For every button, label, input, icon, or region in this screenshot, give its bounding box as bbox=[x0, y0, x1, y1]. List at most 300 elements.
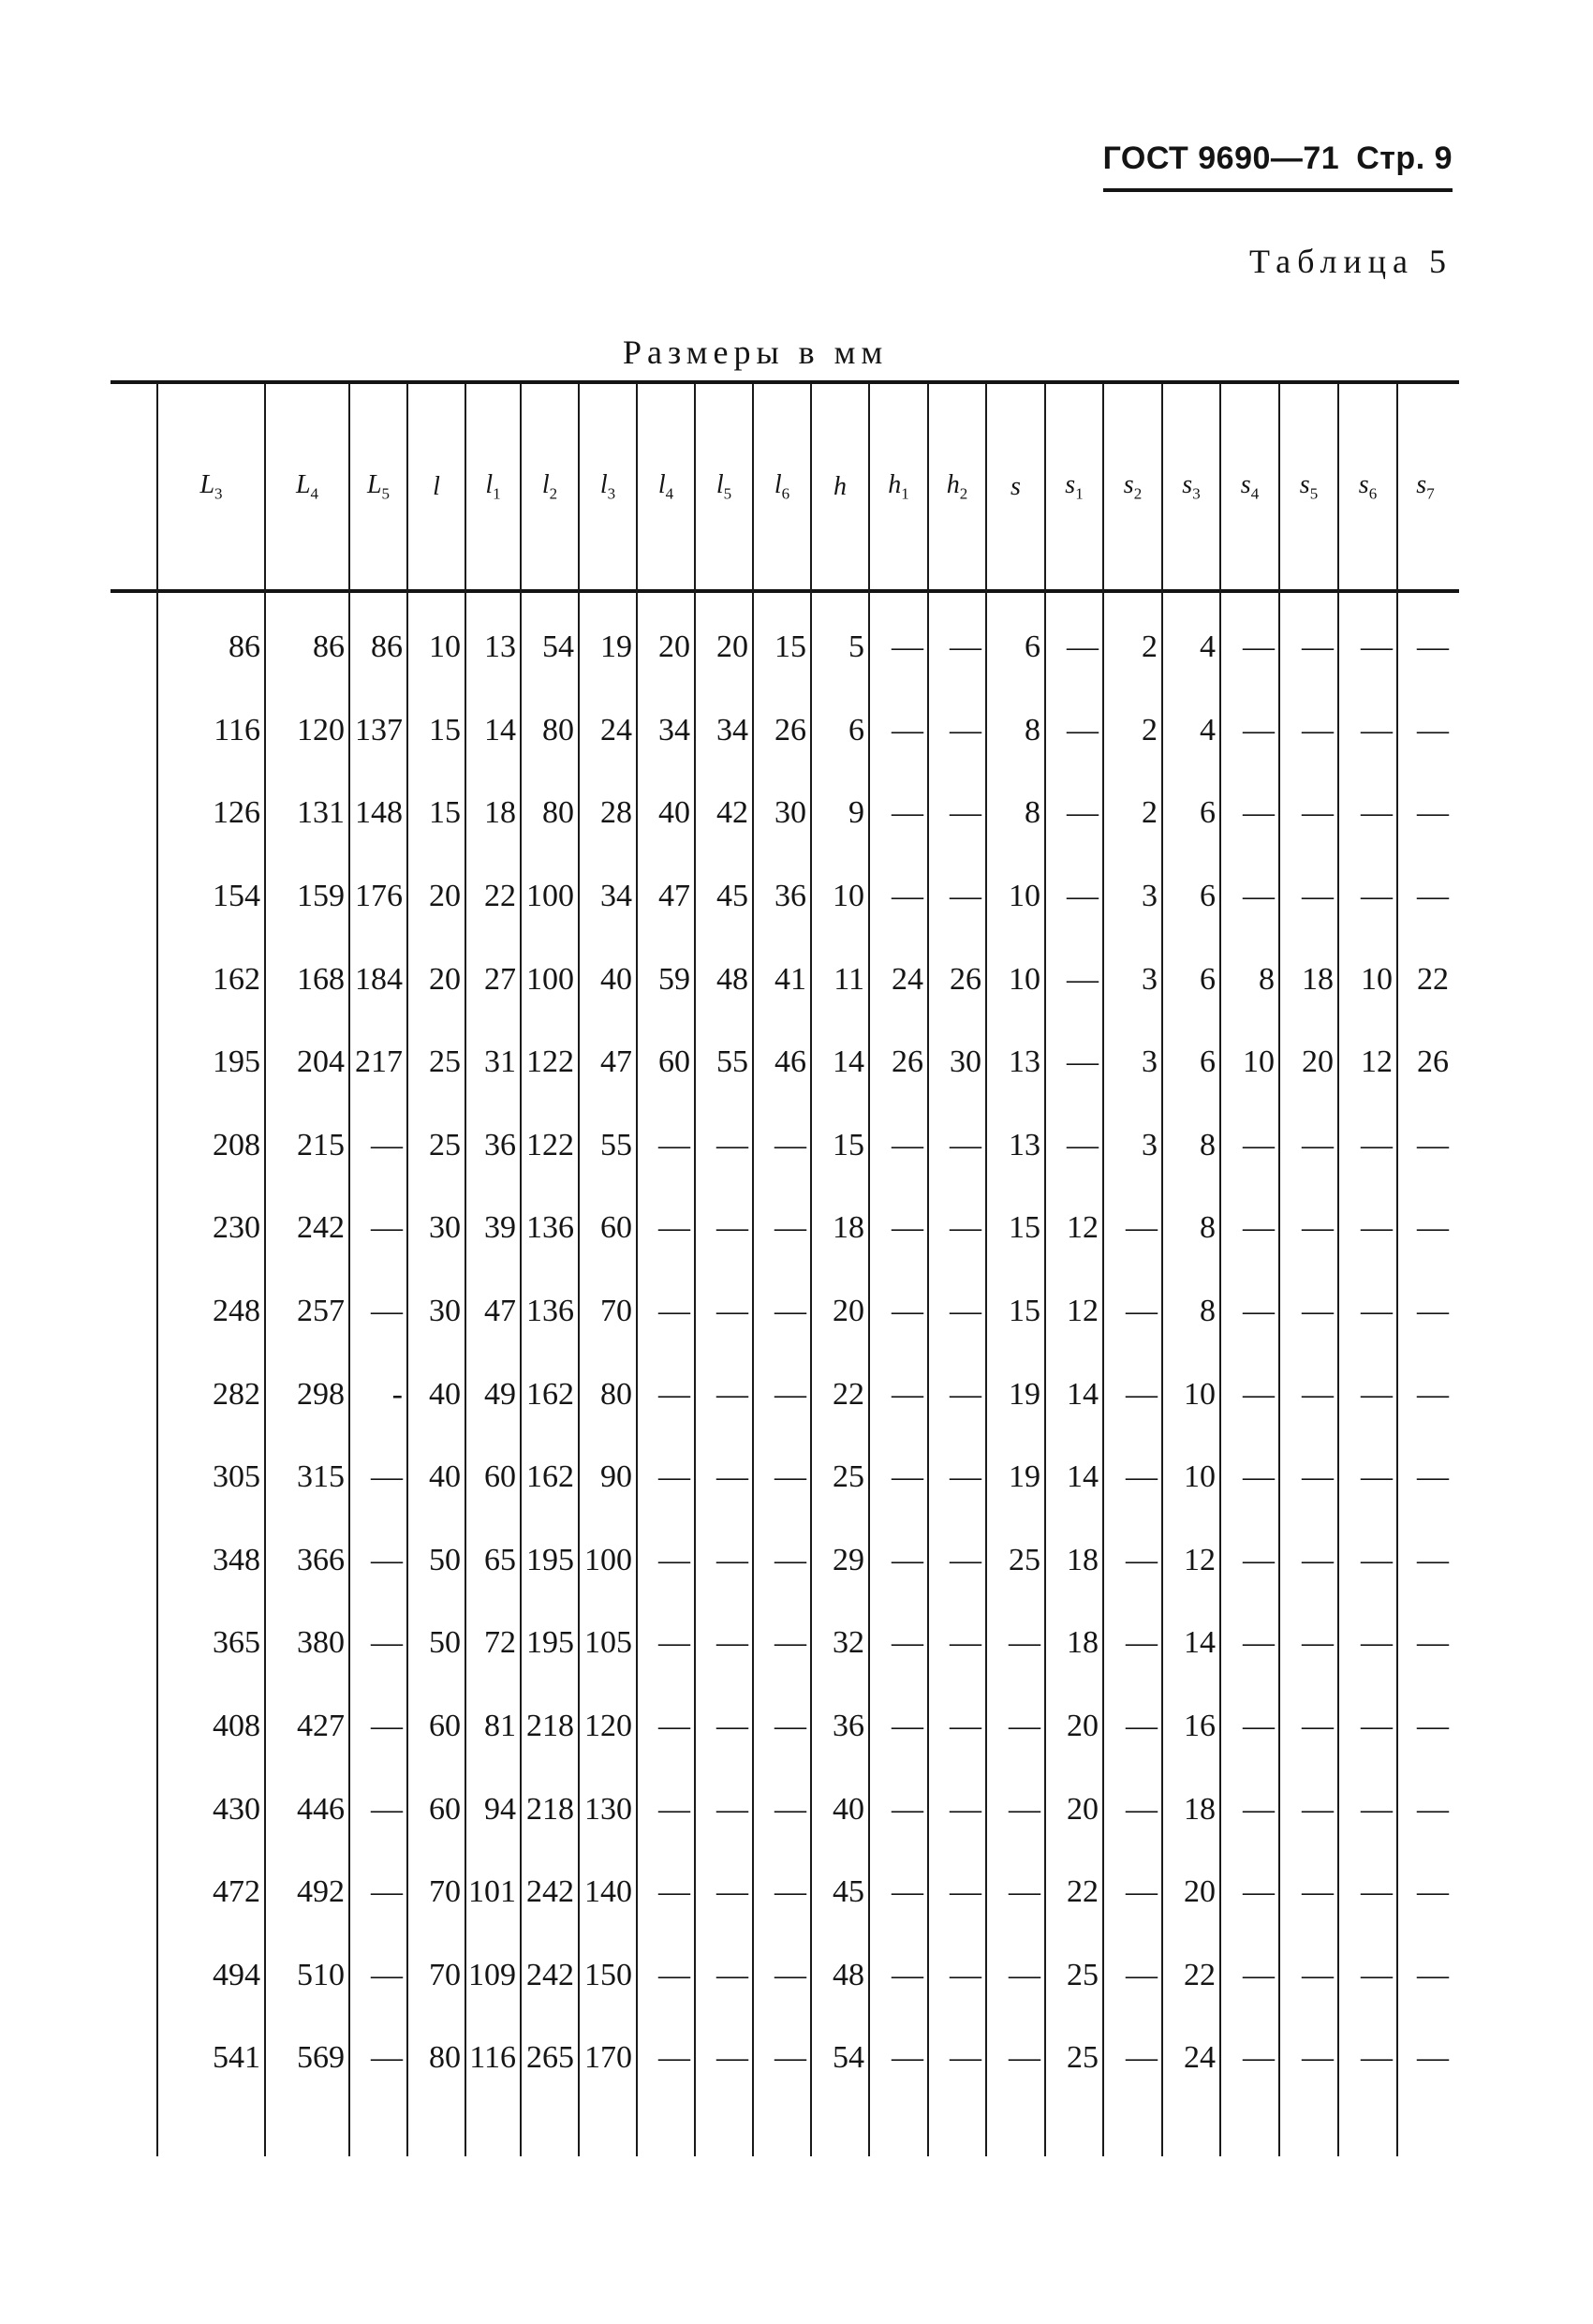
table-cell: — bbox=[637, 1270, 695, 1354]
table-row bbox=[111, 1021, 1453, 1104]
column-subscript: 5 bbox=[381, 484, 391, 503]
table-cell: 34 bbox=[695, 689, 753, 773]
table-cell: — bbox=[1279, 2017, 1338, 2100]
table-cell: 59 bbox=[637, 938, 695, 1021]
table-cell: — bbox=[753, 1602, 811, 1685]
column-header bbox=[695, 384, 753, 589]
table-cell: — bbox=[1045, 1104, 1103, 1188]
table-cell: 20 bbox=[407, 855, 465, 939]
table-cell: 14 bbox=[465, 689, 521, 773]
table-cell: — bbox=[349, 1851, 407, 1934]
column-symbol: l bbox=[541, 469, 550, 499]
column-symbol: s bbox=[1240, 469, 1251, 499]
margin-spacer bbox=[111, 1934, 157, 2018]
table-cell: — bbox=[349, 1104, 407, 1188]
table-cell: 30 bbox=[407, 1270, 465, 1354]
table-cell: — bbox=[349, 1187, 407, 1270]
table-cell: — bbox=[1103, 1353, 1162, 1436]
table-cell: 15 bbox=[986, 1270, 1045, 1354]
margin-spacer bbox=[111, 772, 157, 855]
table-cell: — bbox=[1220, 2017, 1279, 2100]
table-cell: 14 bbox=[1045, 1353, 1103, 1436]
column-subscript: 2 bbox=[1133, 484, 1143, 503]
table-cell: — bbox=[928, 689, 986, 773]
column-symbol: s bbox=[1358, 469, 1369, 499]
table-cell: — bbox=[349, 1436, 407, 1519]
table-cell: 140 bbox=[579, 1851, 637, 1934]
gap-cell bbox=[579, 589, 637, 606]
table-cell: 154 bbox=[157, 855, 265, 939]
table-cell: 55 bbox=[695, 1021, 753, 1104]
table-cell: 25 bbox=[986, 1519, 1045, 1603]
table-cell: 446 bbox=[265, 1768, 349, 1851]
table-cell: — bbox=[1338, 1602, 1397, 1685]
table-cell: — bbox=[695, 1934, 753, 2018]
table-cell: — bbox=[349, 2017, 407, 2100]
table-cell: — bbox=[753, 1685, 811, 1769]
table-cell: — bbox=[928, 1353, 986, 1436]
table-cell: 72 bbox=[465, 1602, 521, 1685]
table-cell: — bbox=[1279, 1934, 1338, 2018]
table-cell: — bbox=[1279, 689, 1338, 773]
table-cell: 20 bbox=[1045, 1685, 1103, 1769]
column-symbol: L bbox=[366, 469, 382, 499]
table-cell: 34 bbox=[579, 855, 637, 939]
table-cell: 20 bbox=[1279, 1021, 1338, 1104]
table-cell: 25 bbox=[1045, 1934, 1103, 2018]
margin-spacer bbox=[111, 938, 157, 1021]
table-cell: 30 bbox=[753, 772, 811, 855]
table-cell: — bbox=[1220, 1768, 1279, 1851]
table-cell: — bbox=[928, 1270, 986, 1354]
tail-cell bbox=[637, 2100, 695, 2156]
table-cell: 24 bbox=[1162, 2017, 1220, 2100]
table-cell: 24 bbox=[579, 689, 637, 773]
tail-cell bbox=[349, 2100, 407, 2156]
table-cell: 3 bbox=[1103, 1104, 1162, 1188]
table-cell: 305 bbox=[157, 1436, 265, 1519]
table-cell: 10 bbox=[1220, 1021, 1279, 1104]
table-cell: 184 bbox=[349, 938, 407, 1021]
table-cell: — bbox=[928, 1851, 986, 1934]
table-cell: 18 bbox=[811, 1187, 869, 1270]
table-cell: 18 bbox=[1162, 1768, 1220, 1851]
table-cell: — bbox=[1397, 689, 1453, 773]
gap-cell bbox=[265, 589, 349, 606]
margin-spacer bbox=[111, 1519, 157, 1603]
table-cell: 366 bbox=[265, 1519, 349, 1603]
table-cell: 6 bbox=[1162, 1021, 1220, 1104]
table-cell: 20 bbox=[695, 606, 753, 689]
table-cell: — bbox=[1103, 1851, 1162, 1934]
table-cell: 60 bbox=[579, 1187, 637, 1270]
table-cell: — bbox=[928, 2017, 986, 2100]
table-cell: — bbox=[753, 1436, 811, 1519]
column-header bbox=[637, 384, 695, 589]
table-cell: 22 bbox=[1397, 938, 1453, 1021]
table-row bbox=[111, 772, 1453, 855]
table-cell: — bbox=[1338, 1187, 1397, 1270]
table-cell: 265 bbox=[521, 2017, 579, 2100]
table-cell: 29 bbox=[811, 1519, 869, 1603]
table-cell: 569 bbox=[265, 2017, 349, 2100]
tail-cell bbox=[1338, 2100, 1397, 2156]
table-row bbox=[111, 938, 1453, 1021]
gap-cell bbox=[986, 589, 1045, 606]
table-cell: 8 bbox=[986, 772, 1045, 855]
table-cell: 3 bbox=[1103, 938, 1162, 1021]
table-cell: 2 bbox=[1103, 606, 1162, 689]
tail-cell bbox=[1220, 2100, 1279, 2156]
margin-spacer bbox=[111, 1353, 157, 1436]
table-cell: — bbox=[1103, 1768, 1162, 1851]
margin-spacer bbox=[111, 1602, 157, 1685]
tail-cell bbox=[1397, 2100, 1453, 2156]
gap-cell bbox=[1279, 589, 1338, 606]
table-cell: 36 bbox=[753, 855, 811, 939]
table-cell: — bbox=[637, 1851, 695, 1934]
table-cell: — bbox=[1103, 1685, 1162, 1769]
table-cell: 47 bbox=[637, 855, 695, 939]
tail-cell bbox=[928, 2100, 986, 2156]
table-cell: 2 bbox=[1103, 772, 1162, 855]
table-row bbox=[111, 689, 1453, 773]
table-cell: 150 bbox=[579, 1934, 637, 2018]
table-cell: 40 bbox=[637, 772, 695, 855]
table-cell: — bbox=[695, 1436, 753, 1519]
margin-spacer bbox=[111, 1768, 157, 1851]
table-cell: 208 bbox=[157, 1104, 265, 1188]
table-cell: — bbox=[1279, 606, 1338, 689]
table-cell: — bbox=[349, 1270, 407, 1354]
table-row bbox=[111, 1353, 1453, 1436]
table-cell: — bbox=[1397, 606, 1453, 689]
column-symbol: l bbox=[485, 469, 494, 499]
table-cell: 47 bbox=[579, 1021, 637, 1104]
table-cell: — bbox=[869, 1270, 928, 1354]
table-cell: 6 bbox=[1162, 855, 1220, 939]
table-cell: 6 bbox=[811, 689, 869, 773]
table-row bbox=[111, 1934, 1453, 2018]
table-cell: — bbox=[1220, 1685, 1279, 1769]
table-cell: — bbox=[1338, 2017, 1397, 2100]
column-header bbox=[1338, 384, 1397, 589]
table-cell: — bbox=[869, 689, 928, 773]
column-header bbox=[579, 384, 637, 589]
table-cell: 20 bbox=[637, 606, 695, 689]
table-cell: 492 bbox=[265, 1851, 349, 1934]
table-cell: 41 bbox=[753, 938, 811, 1021]
table-cell: 120 bbox=[265, 689, 349, 773]
table-cell: 242 bbox=[265, 1187, 349, 1270]
table-cell: — bbox=[1279, 1187, 1338, 1270]
table-cell: - bbox=[349, 1353, 407, 1436]
table-cell: 20 bbox=[407, 938, 465, 1021]
column-symbol: l bbox=[715, 469, 724, 499]
table-cell: 510 bbox=[265, 1934, 349, 2018]
table-gap-row bbox=[111, 589, 1453, 606]
table-cell: — bbox=[928, 1602, 986, 1685]
margin-spacer bbox=[111, 384, 157, 589]
table-cell: 195 bbox=[521, 1519, 579, 1603]
table-cell: 137 bbox=[349, 689, 407, 773]
table-cell: 195 bbox=[521, 1602, 579, 1685]
table-cell: 81 bbox=[465, 1685, 521, 1769]
table-cell: 109 bbox=[465, 1934, 521, 2018]
table-cell: — bbox=[637, 1519, 695, 1603]
column-header bbox=[465, 384, 521, 589]
table-cell: — bbox=[1338, 1768, 1397, 1851]
table-cell: 3 bbox=[1103, 1021, 1162, 1104]
table-cell: — bbox=[1220, 1519, 1279, 1603]
column-header bbox=[1103, 384, 1162, 589]
margin-spacer bbox=[111, 1436, 157, 1519]
gap-cell bbox=[928, 589, 986, 606]
gap-cell bbox=[811, 589, 869, 606]
table-cell: 14 bbox=[1045, 1436, 1103, 1519]
table-cell: 54 bbox=[521, 606, 579, 689]
column-symbol: L bbox=[199, 469, 215, 499]
tail-cell bbox=[695, 2100, 753, 2156]
gap-cell bbox=[753, 589, 811, 606]
column-symbol: s bbox=[1010, 471, 1021, 501]
table-cell: 26 bbox=[1397, 1021, 1453, 1104]
table-cell: — bbox=[695, 1602, 753, 1685]
margin-spacer bbox=[111, 2017, 157, 2100]
gap-cell bbox=[1103, 589, 1162, 606]
table-cell: — bbox=[637, 1602, 695, 1685]
table-cell: — bbox=[928, 1934, 986, 2018]
table-cell: 22 bbox=[465, 855, 521, 939]
gap-cell bbox=[1162, 589, 1220, 606]
page-header bbox=[1103, 141, 1453, 192]
table-cell: 176 bbox=[349, 855, 407, 939]
table-cell: 90 bbox=[579, 1436, 637, 1519]
table-cell: 282 bbox=[157, 1353, 265, 1436]
table-cell: 80 bbox=[521, 689, 579, 773]
table-cell: — bbox=[1397, 1602, 1453, 1685]
column-subscript: 4 bbox=[665, 484, 674, 503]
table-cell: 365 bbox=[157, 1602, 265, 1685]
table-cell: — bbox=[753, 1187, 811, 1270]
table-cell: — bbox=[869, 1851, 928, 1934]
table-tail-row bbox=[111, 2100, 1453, 2156]
gap-cell bbox=[521, 589, 579, 606]
table-cell: 18 bbox=[1279, 938, 1338, 1021]
table-cell: 14 bbox=[811, 1021, 869, 1104]
column-symbol: l bbox=[774, 469, 782, 499]
column-header bbox=[1397, 384, 1453, 589]
table-cell: 86 bbox=[157, 606, 265, 689]
table-cell: — bbox=[753, 1851, 811, 1934]
table-cell: — bbox=[753, 1768, 811, 1851]
column-header bbox=[753, 384, 811, 589]
tail-cell bbox=[1103, 2100, 1162, 2156]
table-row bbox=[111, 1104, 1453, 1188]
table-cell: 380 bbox=[265, 1602, 349, 1685]
table-cell: — bbox=[869, 1353, 928, 1436]
table-header-row bbox=[111, 384, 1453, 589]
table-cell: 15 bbox=[811, 1104, 869, 1188]
column-header bbox=[1279, 384, 1338, 589]
column-subscript: 2 bbox=[959, 484, 968, 503]
table-cell: 348 bbox=[157, 1519, 265, 1603]
tail-cell bbox=[986, 2100, 1045, 2156]
gap-cell bbox=[465, 589, 521, 606]
table-cell: 26 bbox=[869, 1021, 928, 1104]
table-cell: — bbox=[1220, 1270, 1279, 1354]
table-cell: — bbox=[695, 1685, 753, 1769]
table-cell: 4 bbox=[1162, 606, 1220, 689]
column-subscript: 1 bbox=[493, 484, 501, 503]
table-cell: — bbox=[869, 1602, 928, 1685]
standard-number: ГОСТ 9690—71 bbox=[1102, 141, 1340, 176]
table-cell: — bbox=[1103, 2017, 1162, 2100]
tail-cell bbox=[521, 2100, 579, 2156]
column-header bbox=[928, 384, 986, 589]
table-cell: 10 bbox=[986, 938, 1045, 1021]
tail-cell bbox=[869, 2100, 928, 2156]
table-cell: 70 bbox=[579, 1270, 637, 1354]
table-cell: 494 bbox=[157, 1934, 265, 2018]
gap-cell bbox=[869, 589, 928, 606]
table-cell: — bbox=[1397, 2017, 1453, 2100]
table-cell: — bbox=[1279, 1768, 1338, 1851]
table-cell: 25 bbox=[407, 1104, 465, 1188]
table-cell: — bbox=[1397, 1270, 1453, 1354]
column-header bbox=[349, 384, 407, 589]
table-cell: 25 bbox=[407, 1021, 465, 1104]
table-cell: 162 bbox=[157, 938, 265, 1021]
table-cell: — bbox=[1279, 1353, 1338, 1436]
table-cell: — bbox=[695, 1104, 753, 1188]
margin-spacer bbox=[111, 1685, 157, 1769]
table-cell: 15 bbox=[753, 606, 811, 689]
table-cell: — bbox=[1397, 1685, 1453, 1769]
table-cell: 218 bbox=[521, 1685, 579, 1769]
table-cell: 70 bbox=[407, 1934, 465, 2018]
table-cell: 13 bbox=[986, 1021, 1045, 1104]
table-cell: 242 bbox=[521, 1851, 579, 1934]
tail-cell bbox=[1279, 2100, 1338, 2156]
column-subscript: 2 bbox=[549, 484, 558, 503]
table-cell: — bbox=[349, 1602, 407, 1685]
column-header bbox=[157, 384, 265, 589]
table-cell: 162 bbox=[521, 1436, 579, 1519]
table-cell: — bbox=[928, 606, 986, 689]
table-cell: — bbox=[1397, 1851, 1453, 1934]
table-cell: 472 bbox=[157, 1851, 265, 1934]
table-cell: 195 bbox=[157, 1021, 265, 1104]
table-cell: 60 bbox=[407, 1685, 465, 1769]
table-cell: 39 bbox=[465, 1187, 521, 1270]
table-cell: 15 bbox=[407, 689, 465, 773]
table-cell: — bbox=[637, 1353, 695, 1436]
table-cell: — bbox=[1045, 855, 1103, 939]
table-cell: 3 bbox=[1103, 855, 1162, 939]
table-cell: 6 bbox=[1162, 772, 1220, 855]
table-cell: 122 bbox=[521, 1104, 579, 1188]
gap-cell bbox=[637, 589, 695, 606]
table-cell: — bbox=[1338, 772, 1397, 855]
tail-cell bbox=[811, 2100, 869, 2156]
table-cell: — bbox=[1338, 689, 1397, 773]
table-cell: 36 bbox=[465, 1104, 521, 1188]
gap-cell bbox=[695, 589, 753, 606]
column-header bbox=[407, 384, 465, 589]
table-cell: 136 bbox=[521, 1187, 579, 1270]
table-cell: — bbox=[986, 2017, 1045, 2100]
table-cell: — bbox=[753, 1104, 811, 1188]
table-cell: — bbox=[1220, 1934, 1279, 2018]
table-cell: — bbox=[1045, 938, 1103, 1021]
table-cell: — bbox=[1338, 1436, 1397, 1519]
table-cell: 116 bbox=[465, 2017, 521, 2100]
table-cell: — bbox=[753, 1519, 811, 1603]
table-row bbox=[111, 855, 1453, 939]
table-cell: 101 bbox=[465, 1851, 521, 1934]
column-header bbox=[986, 384, 1045, 589]
table-cell: 86 bbox=[265, 606, 349, 689]
table-row bbox=[111, 1685, 1453, 1769]
table-cell: 19 bbox=[579, 606, 637, 689]
table-cell: 8 bbox=[1162, 1187, 1220, 1270]
gap-cell bbox=[111, 589, 157, 606]
table-cell: 94 bbox=[465, 1768, 521, 1851]
table-cell: 60 bbox=[637, 1021, 695, 1104]
table-cell: 10 bbox=[407, 606, 465, 689]
table-cell: 86 bbox=[349, 606, 407, 689]
table-cell: — bbox=[1045, 1021, 1103, 1104]
table-cell: — bbox=[928, 855, 986, 939]
column-subscript: 1 bbox=[901, 484, 909, 503]
table-row bbox=[111, 2017, 1453, 2100]
column-subscript: 6 bbox=[1368, 484, 1378, 503]
table-cell: 136 bbox=[521, 1270, 579, 1354]
gap-cell bbox=[349, 589, 407, 606]
table-cell: 257 bbox=[265, 1270, 349, 1354]
table-cell: — bbox=[1220, 1353, 1279, 1436]
table-cell: 4 bbox=[1162, 689, 1220, 773]
table-cell: — bbox=[928, 1187, 986, 1270]
column-symbol: l bbox=[599, 469, 608, 499]
table-cell: 42 bbox=[695, 772, 753, 855]
tail-cell bbox=[111, 2100, 157, 2156]
table-cell: 48 bbox=[811, 1934, 869, 2018]
table-cell: 16 bbox=[1162, 1685, 1220, 1769]
table-cell: — bbox=[1103, 1602, 1162, 1685]
table-cell: 60 bbox=[407, 1768, 465, 1851]
table-cell: — bbox=[928, 1685, 986, 1769]
table-cell: 80 bbox=[407, 2017, 465, 2100]
table-cell: — bbox=[1220, 689, 1279, 773]
table-cell: 36 bbox=[811, 1685, 869, 1769]
table-cell: 45 bbox=[811, 1851, 869, 1934]
table-row bbox=[111, 1519, 1453, 1603]
table-cell: — bbox=[1045, 772, 1103, 855]
table-cell: — bbox=[695, 1353, 753, 1436]
table-cell: 18 bbox=[1045, 1519, 1103, 1603]
table-row bbox=[111, 1602, 1453, 1685]
table-cell: — bbox=[1338, 1851, 1397, 1934]
table-cell: — bbox=[1220, 772, 1279, 855]
table-cell: 26 bbox=[753, 689, 811, 773]
column-subscript: 4 bbox=[310, 484, 319, 503]
table-cell: — bbox=[1103, 1187, 1162, 1270]
table-cell: 100 bbox=[521, 855, 579, 939]
table-row bbox=[111, 1768, 1453, 1851]
table-cell: 40 bbox=[407, 1436, 465, 1519]
